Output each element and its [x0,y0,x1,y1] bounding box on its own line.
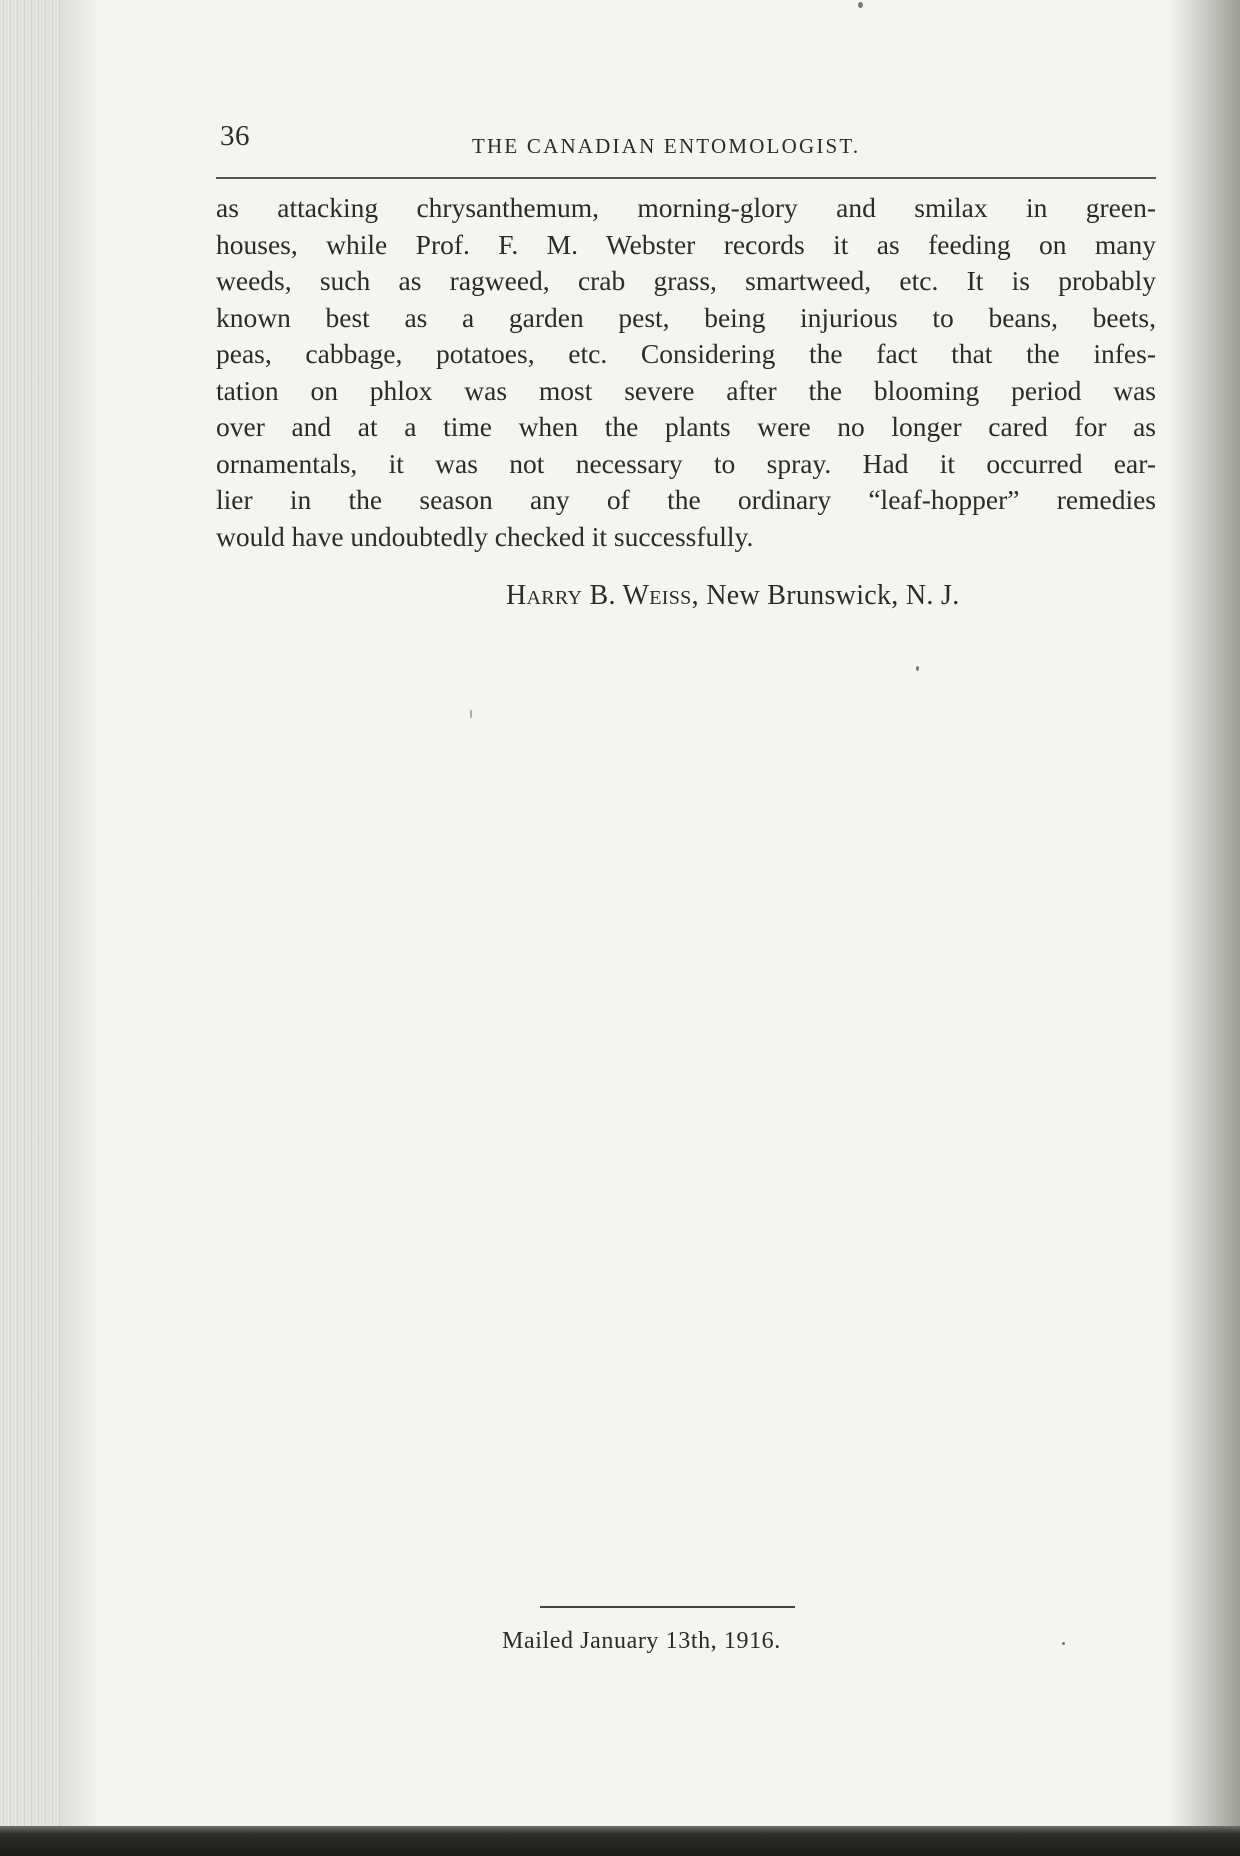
text-line: houses, while Prof. F. M. Webster records it as feeding on many [216,228,1156,260]
text-line: known best as a garden pest, being injurious to beans, beets, [216,301,1156,333]
scan-speck [858,2,863,8]
author-signature [506,580,960,612]
book-gutter [0,0,60,1856]
scan-speck [1062,1642,1065,1645]
page-edge-shadow [1170,0,1240,1856]
journal-title: THE CANADIAN ENTOMOLOGIST. [472,134,861,158]
running-head [216,110,1156,160]
author-name: Harry B. Weiss [506,580,692,611]
text-line: as attacking chrysanthemum, morning-glory and smilax in green- [216,192,1156,223]
page [216,110,1156,611]
footer-rule [540,1606,795,1608]
text-line: over and at a time when the plants were no longer cared for as [216,411,1156,442]
mailed-date: Mailed January 13th, 1916. [502,1628,781,1654]
bottom-background-band [0,1826,1240,1856]
author-location: , New Brunswick, N. J. [691,580,960,611]
text-line: lier in the season any of the ordinary “leaf-hopper” remedies [216,484,1156,515]
text-line: weeds, such as ragweed, crab grass, smartweed, etc. It is probably [216,265,1156,296]
scan-speck [470,710,472,718]
text-line: peas, cabbage, potatoes, etc. Considering the fact that the infes- [216,338,1156,369]
scan-speck [916,666,919,671]
gutter-shadow [60,0,100,1856]
body-paragraph [216,190,1156,555]
page-number: 36 [220,120,250,152]
header-rule [216,177,1156,179]
text-line: ornamentals, it was not necessary to spray. Had it occurred ear- [216,447,1156,479]
text-line: tation on phlox was most severe after the blooming period was [216,374,1156,406]
text-line: would have undoubtedly checked it successfully. [216,520,754,552]
